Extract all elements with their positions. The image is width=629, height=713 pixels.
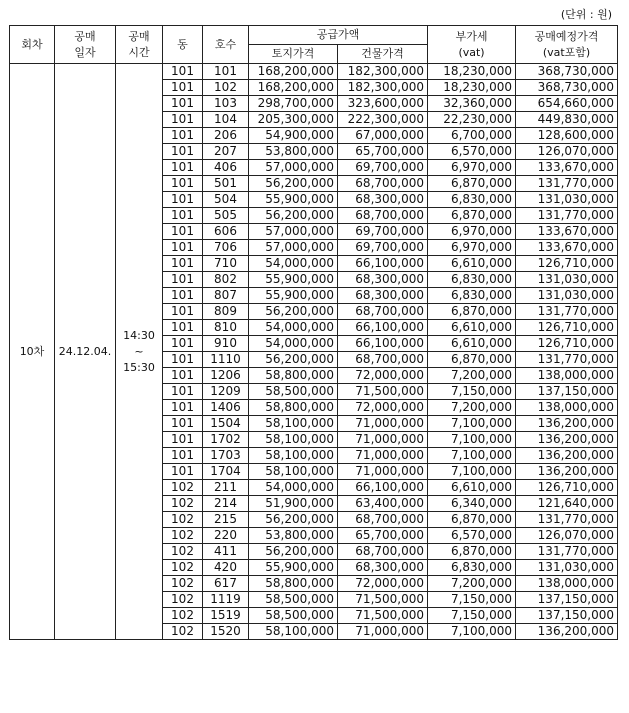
header-sale-time-line2: 시간 [128, 45, 150, 59]
building-price-cell: 68,300,000 [338, 272, 428, 288]
building-price-cell: 65,700,000 [338, 144, 428, 160]
building-cell: 102 [163, 512, 203, 528]
expected-price-cell: 137,150,000 [516, 592, 618, 608]
unit-cell: 807 [203, 288, 249, 304]
building-price-cell: 72,000,000 [338, 368, 428, 384]
header-vat [428, 26, 516, 64]
land-price-cell: 56,200,000 [249, 544, 338, 560]
land-price-cell: 58,100,000 [249, 624, 338, 640]
building-price-cell: 66,100,000 [338, 256, 428, 272]
unit-cell: 910 [203, 336, 249, 352]
land-price-cell: 56,200,000 [249, 208, 338, 224]
vat-cell: 6,970,000 [428, 224, 516, 240]
building-cell: 101 [163, 368, 203, 384]
expected-price-cell: 133,670,000 [516, 224, 618, 240]
unit-cell: 1704 [203, 464, 249, 480]
unit-cell: 505 [203, 208, 249, 224]
unit-cell: 504 [203, 192, 249, 208]
building-price-cell: 71,500,000 [338, 608, 428, 624]
building-cell: 102 [163, 560, 203, 576]
building-cell: 101 [163, 432, 203, 448]
building-price-cell: 182,300,000 [338, 64, 428, 80]
land-price-cell: 55,900,000 [249, 560, 338, 576]
building-cell: 101 [163, 416, 203, 432]
round-cell: 10차 [10, 64, 55, 640]
unit-cell: 104 [203, 112, 249, 128]
building-cell: 102 [163, 480, 203, 496]
sale-time-part: 15:30 [123, 360, 155, 374]
vat-cell: 6,610,000 [428, 336, 516, 352]
building-cell: 101 [163, 272, 203, 288]
header-building: 동 [163, 26, 203, 64]
land-price-cell: 54,000,000 [249, 256, 338, 272]
building-cell: 101 [163, 160, 203, 176]
expected-price-cell: 128,600,000 [516, 128, 618, 144]
expected-price-cell: 131,770,000 [516, 304, 618, 320]
building-price-cell: 72,000,000 [338, 400, 428, 416]
building-cell: 102 [163, 576, 203, 592]
land-price-cell: 57,000,000 [249, 160, 338, 176]
header-sale-time-line1: 공매 [128, 29, 150, 43]
unit-cell: 802 [203, 272, 249, 288]
unit-cell: 809 [203, 304, 249, 320]
header-supply-price: 공급가액 [249, 26, 428, 45]
vat-cell: 6,570,000 [428, 528, 516, 544]
building-cell: 101 [163, 192, 203, 208]
building-cell: 101 [163, 96, 203, 112]
building-cell: 101 [163, 224, 203, 240]
building-cell: 101 [163, 304, 203, 320]
vat-cell: 6,970,000 [428, 160, 516, 176]
header-expected-price-line1: 공매예정가격 [534, 29, 599, 43]
vat-cell: 6,340,000 [428, 496, 516, 512]
vat-cell: 6,830,000 [428, 192, 516, 208]
building-price-cell: 68,300,000 [338, 288, 428, 304]
header-sale-time [116, 26, 163, 64]
building-price-cell: 69,700,000 [338, 224, 428, 240]
header-land-price: 토지가격 [249, 45, 338, 64]
building-cell: 101 [163, 464, 203, 480]
land-price-cell: 58,800,000 [249, 368, 338, 384]
sale-time-part: 14:30 [123, 328, 155, 342]
building-price-cell: 68,700,000 [338, 352, 428, 368]
vat-cell: 7,100,000 [428, 464, 516, 480]
land-price-cell: 53,800,000 [249, 528, 338, 544]
building-price-cell: 69,700,000 [338, 160, 428, 176]
vat-cell: 32,360,000 [428, 96, 516, 112]
expected-price-cell: 131,770,000 [516, 176, 618, 192]
building-cell: 102 [163, 592, 203, 608]
building-cell: 101 [163, 256, 203, 272]
header-expected-price-line2: (vat포함) [542, 45, 591, 59]
vat-cell: 7,100,000 [428, 432, 516, 448]
expected-price-cell: 136,200,000 [516, 432, 618, 448]
land-price-cell: 56,200,000 [249, 512, 338, 528]
land-price-cell: 54,900,000 [249, 128, 338, 144]
expected-price-cell: 131,030,000 [516, 288, 618, 304]
building-cell: 101 [163, 208, 203, 224]
vat-cell: 6,830,000 [428, 288, 516, 304]
expected-price-cell: 131,770,000 [516, 544, 618, 560]
expected-price-cell: 131,770,000 [516, 512, 618, 528]
building-cell: 102 [163, 608, 203, 624]
header-expected-price [516, 26, 618, 64]
land-price-cell: 58,500,000 [249, 384, 338, 400]
building-price-cell: 71,000,000 [338, 432, 428, 448]
vat-cell: 6,570,000 [428, 144, 516, 160]
building-price-cell: 68,700,000 [338, 176, 428, 192]
unit-label: (단위 : 원) [560, 8, 612, 21]
unit-cell: 103 [203, 96, 249, 112]
building-cell: 101 [163, 112, 203, 128]
unit-cell: 101 [203, 64, 249, 80]
vat-cell: 6,970,000 [428, 240, 516, 256]
expected-price-cell: 654,660,000 [516, 96, 618, 112]
vat-cell: 7,100,000 [428, 624, 516, 640]
land-price-cell: 168,200,000 [249, 64, 338, 80]
building-price-cell: 68,700,000 [338, 544, 428, 560]
building-cell: 101 [163, 80, 203, 96]
building-price-cell: 68,300,000 [338, 192, 428, 208]
unit-cell: 406 [203, 160, 249, 176]
expected-price-cell: 138,000,000 [516, 400, 618, 416]
building-price-cell: 71,000,000 [338, 448, 428, 464]
header-sale-date-line2: 일자 [74, 45, 96, 59]
vat-cell: 6,870,000 [428, 304, 516, 320]
unit-cell: 1209 [203, 384, 249, 400]
unit-cell: 420 [203, 560, 249, 576]
expected-price-cell: 138,000,000 [516, 576, 618, 592]
vat-cell: 22,230,000 [428, 112, 516, 128]
vat-cell: 7,150,000 [428, 592, 516, 608]
land-price-cell: 58,800,000 [249, 576, 338, 592]
table-row [10, 64, 618, 80]
building-cell: 101 [163, 128, 203, 144]
expected-price-cell: 136,200,000 [516, 448, 618, 464]
expected-price-cell: 136,200,000 [516, 416, 618, 432]
building-price-cell: 68,700,000 [338, 208, 428, 224]
building-cell: 101 [163, 240, 203, 256]
vat-cell: 7,100,000 [428, 416, 516, 432]
land-price-cell: 55,900,000 [249, 192, 338, 208]
vat-cell: 6,870,000 [428, 208, 516, 224]
expected-price-cell: 449,830,000 [516, 112, 618, 128]
unit-cell: 706 [203, 240, 249, 256]
land-price-cell: 205,300,000 [249, 112, 338, 128]
unit-cell: 215 [203, 512, 249, 528]
building-cell: 101 [163, 144, 203, 160]
unit-cell: 1504 [203, 416, 249, 432]
land-price-cell: 56,200,000 [249, 304, 338, 320]
unit-cell: 211 [203, 480, 249, 496]
unit-cell: 214 [203, 496, 249, 512]
land-price-cell: 55,900,000 [249, 272, 338, 288]
vat-cell: 6,830,000 [428, 560, 516, 576]
vat-cell: 7,200,000 [428, 368, 516, 384]
expected-price-cell: 131,770,000 [516, 208, 618, 224]
land-price-cell: 54,000,000 [249, 320, 338, 336]
header-unit: 호수 [203, 26, 249, 64]
unit-cell: 1119 [203, 592, 249, 608]
unit-cell: 606 [203, 224, 249, 240]
unit-cell: 617 [203, 576, 249, 592]
header-sale-date-line1: 공매 [74, 29, 96, 43]
building-price-cell: 68,700,000 [338, 304, 428, 320]
vat-cell: 7,200,000 [428, 576, 516, 592]
header-sale-date [55, 26, 116, 64]
unit-cell: 1206 [203, 368, 249, 384]
building-price-cell: 182,300,000 [338, 80, 428, 96]
land-price-cell: 58,500,000 [249, 592, 338, 608]
auction-price-table [9, 25, 618, 640]
land-price-cell: 57,000,000 [249, 240, 338, 256]
land-price-cell: 298,700,000 [249, 96, 338, 112]
building-price-cell: 323,600,000 [338, 96, 428, 112]
vat-cell: 7,150,000 [428, 384, 516, 400]
unit-cell: 207 [203, 144, 249, 160]
building-price-cell: 71,500,000 [338, 384, 428, 400]
unit-cell: 1110 [203, 352, 249, 368]
unit-cell: 411 [203, 544, 249, 560]
land-price-cell: 56,200,000 [249, 176, 338, 192]
building-price-cell: 66,100,000 [338, 320, 428, 336]
expected-price-cell: 126,070,000 [516, 144, 618, 160]
table-header [10, 26, 618, 64]
vat-cell: 6,610,000 [428, 256, 516, 272]
building-cell: 101 [163, 384, 203, 400]
unit-cell: 710 [203, 256, 249, 272]
unit-cell: 1519 [203, 608, 249, 624]
land-price-cell: 51,900,000 [249, 496, 338, 512]
expected-price-cell: 126,710,000 [516, 256, 618, 272]
land-price-cell: 56,200,000 [249, 352, 338, 368]
expected-price-cell: 368,730,000 [516, 64, 618, 80]
vat-cell: 6,610,000 [428, 320, 516, 336]
vat-cell: 6,610,000 [428, 480, 516, 496]
building-cell: 101 [163, 64, 203, 80]
building-cell: 101 [163, 336, 203, 352]
building-price-cell: 71,000,000 [338, 624, 428, 640]
sale-time-cell [116, 64, 163, 640]
unit-cell: 1406 [203, 400, 249, 416]
land-price-cell: 58,100,000 [249, 464, 338, 480]
expected-price-cell: 126,710,000 [516, 336, 618, 352]
vat-cell: 18,230,000 [428, 64, 516, 80]
sale-time-part: ~ [134, 344, 144, 358]
expected-price-cell: 133,670,000 [516, 160, 618, 176]
expected-price-cell: 133,670,000 [516, 240, 618, 256]
land-price-cell: 58,100,000 [249, 416, 338, 432]
vat-cell: 7,100,000 [428, 448, 516, 464]
expected-price-cell: 126,710,000 [516, 320, 618, 336]
vat-cell: 6,870,000 [428, 544, 516, 560]
vat-cell: 7,150,000 [428, 608, 516, 624]
building-cell: 101 [163, 448, 203, 464]
table-body [10, 64, 618, 640]
header-vat-line2: (vat) [458, 45, 485, 59]
vat-cell: 7,200,000 [428, 400, 516, 416]
vat-cell: 6,870,000 [428, 512, 516, 528]
building-price-cell: 71,500,000 [338, 592, 428, 608]
building-price-cell: 69,700,000 [338, 240, 428, 256]
building-cell: 102 [163, 544, 203, 560]
building-cell: 101 [163, 176, 203, 192]
building-cell: 101 [163, 288, 203, 304]
expected-price-cell: 131,030,000 [516, 560, 618, 576]
building-price-cell: 71,000,000 [338, 464, 428, 480]
land-price-cell: 55,900,000 [249, 288, 338, 304]
unit-cell: 501 [203, 176, 249, 192]
vat-cell: 6,870,000 [428, 352, 516, 368]
building-cell: 101 [163, 320, 203, 336]
land-price-cell: 53,800,000 [249, 144, 338, 160]
expected-price-cell: 137,150,000 [516, 384, 618, 400]
header-vat-line1: 부가세 [455, 29, 488, 43]
building-price-cell: 68,300,000 [338, 560, 428, 576]
vat-cell: 6,870,000 [428, 176, 516, 192]
expected-price-cell: 131,770,000 [516, 352, 618, 368]
unit-cell: 1703 [203, 448, 249, 464]
land-price-cell: 58,100,000 [249, 448, 338, 464]
building-price-cell: 222,300,000 [338, 112, 428, 128]
vat-cell: 6,830,000 [428, 272, 516, 288]
building-cell: 101 [163, 352, 203, 368]
expected-price-cell: 137,150,000 [516, 608, 618, 624]
unit-cell: 1520 [203, 624, 249, 640]
expected-price-cell: 138,000,000 [516, 368, 618, 384]
building-cell: 102 [163, 496, 203, 512]
land-price-cell: 54,000,000 [249, 480, 338, 496]
building-cell: 102 [163, 624, 203, 640]
expected-price-cell: 136,200,000 [516, 464, 618, 480]
expected-price-cell: 121,640,000 [516, 496, 618, 512]
building-price-cell: 72,000,000 [338, 576, 428, 592]
sale-date-cell: 24.12.04. [55, 64, 116, 640]
land-price-cell: 58,500,000 [249, 608, 338, 624]
unit-cell: 206 [203, 128, 249, 144]
expected-price-cell: 131,030,000 [516, 192, 618, 208]
building-price-cell: 63,400,000 [338, 496, 428, 512]
building-price-cell: 68,700,000 [338, 512, 428, 528]
building-price-cell: 71,000,000 [338, 416, 428, 432]
expected-price-cell: 126,710,000 [516, 480, 618, 496]
land-price-cell: 54,000,000 [249, 336, 338, 352]
building-price-cell: 67,000,000 [338, 128, 428, 144]
header-round: 회차 [10, 26, 55, 64]
unit-cell: 1702 [203, 432, 249, 448]
expected-price-cell: 368,730,000 [516, 80, 618, 96]
land-price-cell: 58,100,000 [249, 432, 338, 448]
expected-price-cell: 131,030,000 [516, 272, 618, 288]
expected-price-cell: 136,200,000 [516, 624, 618, 640]
unit-cell: 102 [203, 80, 249, 96]
vat-cell: 18,230,000 [428, 80, 516, 96]
building-price-cell: 65,700,000 [338, 528, 428, 544]
expected-price-cell: 126,070,000 [516, 528, 618, 544]
building-price-cell: 66,100,000 [338, 336, 428, 352]
vat-cell: 6,700,000 [428, 128, 516, 144]
land-price-cell: 57,000,000 [249, 224, 338, 240]
building-cell: 101 [163, 400, 203, 416]
building-price-cell: 66,100,000 [338, 480, 428, 496]
building-cell: 102 [163, 528, 203, 544]
land-price-cell: 58,800,000 [249, 400, 338, 416]
unit-cell: 220 [203, 528, 249, 544]
unit-cell: 810 [203, 320, 249, 336]
header-building-price: 건물가격 [338, 45, 428, 64]
land-price-cell: 168,200,000 [249, 80, 338, 96]
